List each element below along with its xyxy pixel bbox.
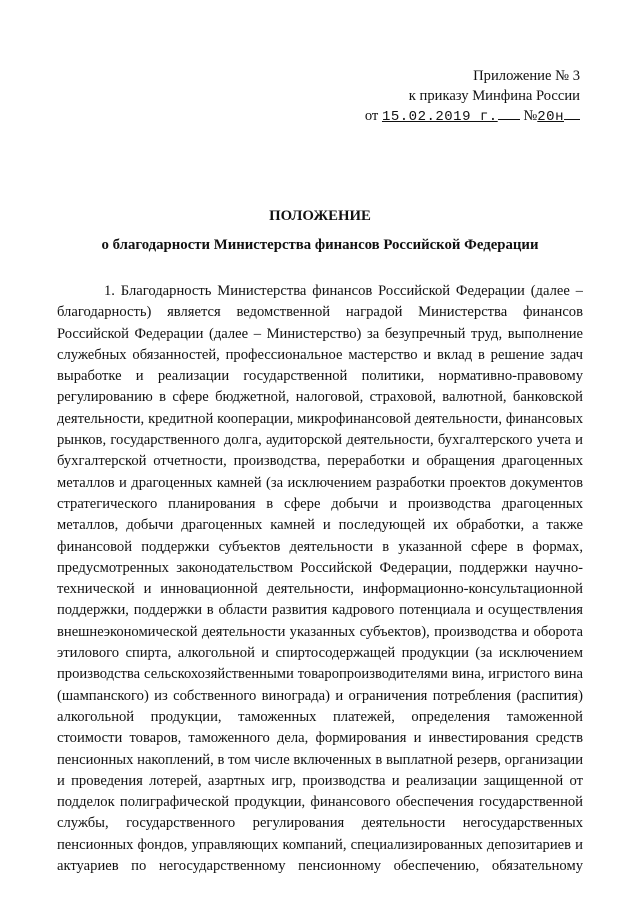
body-line: предусмотренных законодательством Российской Федерации, поддержки научно-	[57, 559, 583, 576]
body-line: и проведения лотерей, азартных игр, производства и реализации защищенной от	[57, 772, 583, 789]
body-line: внешнеэкономической деятельности указанных субъектов), производства и оборота	[57, 623, 583, 640]
number-underline	[564, 119, 580, 120]
body-line: металлов и драгоценных камней (за исключением разработки проектов документов	[57, 474, 583, 491]
body-line: Российской Федерации (далее – Министерство) за безупречный труд, выполнение	[57, 325, 583, 342]
appendix-number: Приложение № 3	[473, 68, 580, 84]
body-paragraph	[57, 281, 583, 877]
body-line: 1. Благодарность Министерства финансов Российской Федерации (далее –	[104, 283, 583, 299]
body-line: деятельности, кредитной кооперации, микрофинансовой деятельности, финансовых	[57, 410, 583, 427]
body-line: (шампанского) из собственного винограда) и ограничения потребления (распития)	[57, 687, 583, 704]
appendix-header	[365, 66, 580, 127]
order-date: 15.02.2019 г.	[381, 109, 498, 125]
body-line: поддержки, поддержки в области развития кадрового потенциала и осуществления	[57, 602, 583, 619]
date-underline	[498, 119, 520, 120]
body-line: производства сельскохозяйственными товаропроизводителями вина, игристого вина	[57, 666, 583, 683]
number-prefix: №	[523, 108, 538, 124]
document-title	[56, 204, 584, 257]
body-line: стоимости товаров, таможенного дела, формирования и инвестирования средств	[57, 730, 583, 747]
body-line: этилового спирта, алкогольной и спиртосодержащей продукции (за исключением	[57, 645, 583, 662]
body-line: бухгалтерской отчетности, производства, переработки и обращения драгоценных	[57, 453, 583, 470]
body-line: стратегического планирования в сфере добычи и производства драгоценных	[57, 495, 583, 512]
body-line: служебных обязанностей, профессиональное мастерство и вклад в решение задач	[57, 346, 583, 363]
body-line: регулированию в сфере бюджетной, налоговой, страховой, валютной, банковской	[57, 389, 583, 406]
body-line: алкогольной продукции, таможенных платежей, определения таможенной	[57, 708, 583, 725]
body-line: пенсионных накоплений, в том числе включенных в выплатной резерв, организации	[57, 751, 583, 768]
appendix-date-line	[365, 106, 580, 127]
body-line: службы, государственного регулирования деятельности негосударственных	[57, 815, 583, 832]
body-line: выработке и реализации государственной политики, нормативно-правовому	[57, 368, 583, 385]
body-line: рынков, государственного долга, аудиторской деятельности, бухгалтерского учета и	[57, 432, 583, 449]
body-line: технической и инновационной деятельности, информационно-консультационной	[57, 581, 583, 598]
body-line: пенсионных фондов, управляющих компаний, специализированных депозитариев и	[57, 836, 583, 853]
title-main: ПОЛОЖЕНИЕ	[269, 208, 371, 224]
body-line: актуариев по негосударственному пенсионному обеспечению, обязательному	[57, 858, 583, 875]
appendix-order-ref: к приказу Минфина России	[408, 88, 580, 104]
body-line: подделок полиграфической продукции, финансового обеспечения государственной	[57, 794, 583, 811]
date-prefix: от	[364, 108, 379, 124]
body-line: финансовой поддержки субъектов деятельности в указанной сфере в формах,	[57, 538, 583, 555]
order-number: 20н	[537, 109, 564, 125]
body-line: металлов, добычи драгоценных камней и последующей их обработки, а также	[57, 517, 583, 534]
body-line: благодарность) является ведомственной наградой Министерства финансов	[57, 304, 583, 321]
title-subtitle: о благодарности Министерства финансов Российской Федерации	[101, 237, 539, 253]
